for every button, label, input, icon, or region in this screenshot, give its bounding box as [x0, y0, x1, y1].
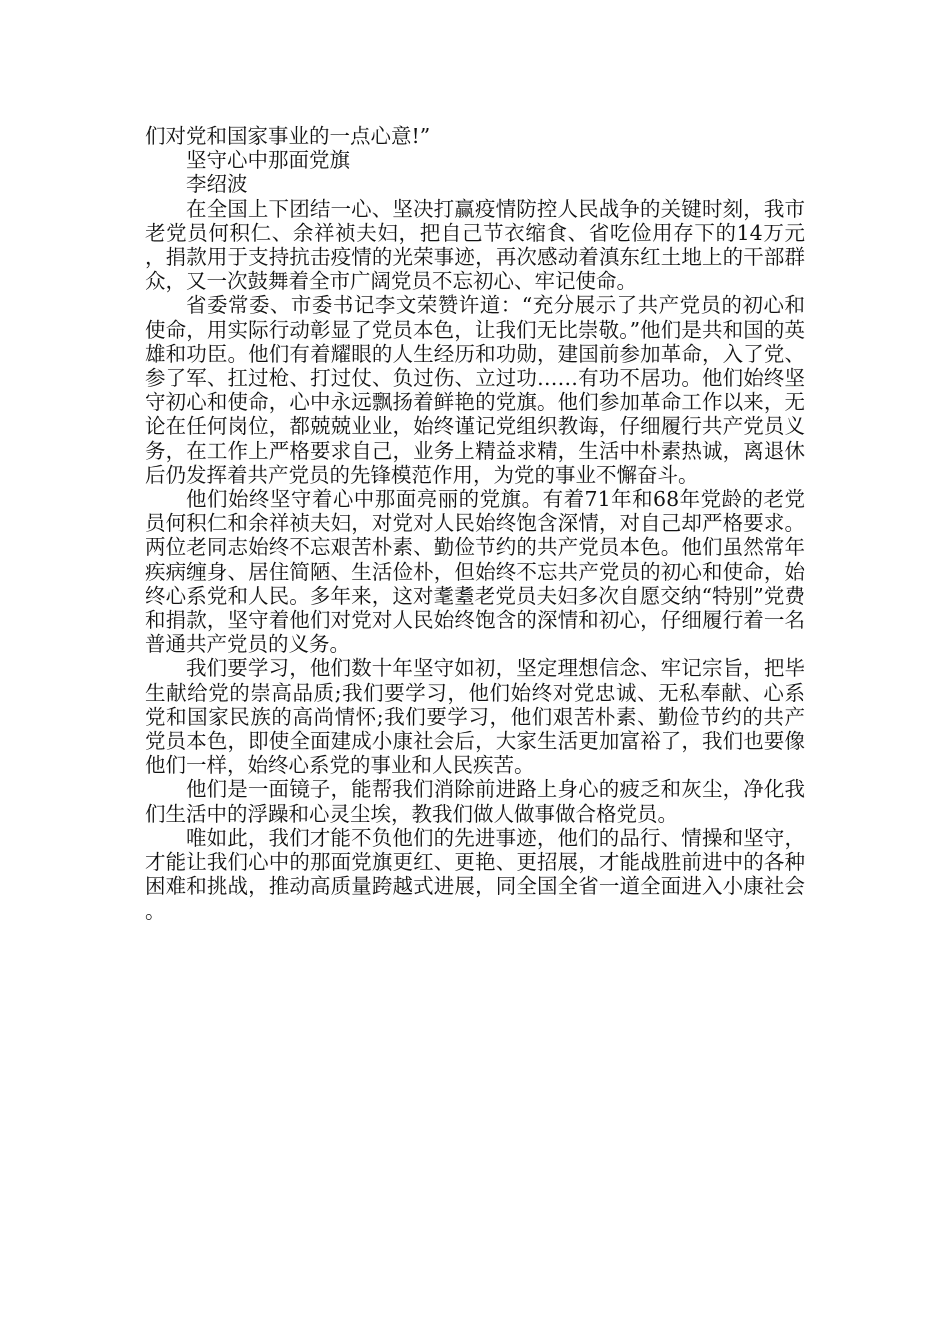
- document-body: [145, 124, 805, 923]
- paragraph: 省委常委、市委书记李文荣赞许道：“充分展示了共产党员的初心和使命，用实际行动彰显了党员本色，让我们无比崇敬。”他们是共和国的英雄和功臣。他们有着耀眼的人生经历和功勋，建国前参加革命，入了党、参了军、扛过枪、打过仗、负过伤、立过功……有功不居功。他们始终坚守初心和使命，心中永远飘扬着鲜艳的党旗。他们参加革命工作以来，无论在任何岗位，都兢兢业业，始终谨记党组织教诲，仔细履行共产党员义务，在工作上严格要求自己，业务上精益求精，生活中朴素热诚，离退休后仍发挥着共产党员的先锋模范作用，为党的事业不懈奋斗。: [145, 293, 805, 487]
- paragraph: 在全国上下团结一心、坚决打赢疫情防控人民战争的关键时刻，我市老党员何积仁、余祥祯夫妇，把自己节衣缩食、省吃俭用存下的14万元，捐款用于支持抗击疫情的光荣事迹，再次感动着滇东红土地上的干部群众，又一次鼓舞着全市广阔党员不忘初心、牢记使命。: [145, 196, 805, 294]
- paragraph: 他们始终坚守着心中那面亮丽的党旗。有着71年和68年党龄的老党员何积仁和余祥祯夫妇，对党对人民始终饱含深情，对自己却严格要求。两位老同志始终不忘艰苦朴素、勤俭节约的共产党员本色。他们虽然常年疾病缠身、居住简陋、生活俭朴，但始终不忘共产党员的初心和使命，始终心系党和人民。多年来，这对耄耋老党员夫妇多次自愿交纳“特别”党费和捐款，坚守着他们对党对人民始终饱含的深情和初心，仔细履行着一名普通共产党员的义务。: [145, 487, 805, 657]
- article-title: 坚守心中那面党旗: [186, 148, 350, 173]
- paragraph: 他们是一面镜子，能帮我们消除前进路上身心的疲乏和灰尘，净化我们生活中的浮躁和心灵尘埃，教我们做人做事做合格党员。: [145, 777, 805, 826]
- paragraph: 我们要学习，他们数十年坚守如初，坚定理想信念、牢记宗旨，把毕生献给党的崇高品质;我们要学习，他们始终对党忠诚、无私奉献、心系党和国家民族的高尚情怀;我们要学习，他们艰苦朴素、勤俭节约的共产党员本色，即使全面建成小康社会后，大家生活更加富裕了，我们也要像他们一样，始终心系党的事业和人民疾苦。: [145, 656, 805, 778]
- article-author: 李绍波: [186, 172, 248, 197]
- paragraph: 唯如此，我们才能不负他们的先进事迹，他们的品行、情操和坚守，才能让我们心中的那面党旗更红、更艳、更招展，才能战胜前进中的各种困难和挑战，推动高质量跨越式进展，同全国全省一道全面进入小康社会。: [145, 825, 805, 923]
- continuation-line: 们对党和国家事业的一点心意!”: [145, 124, 431, 148]
